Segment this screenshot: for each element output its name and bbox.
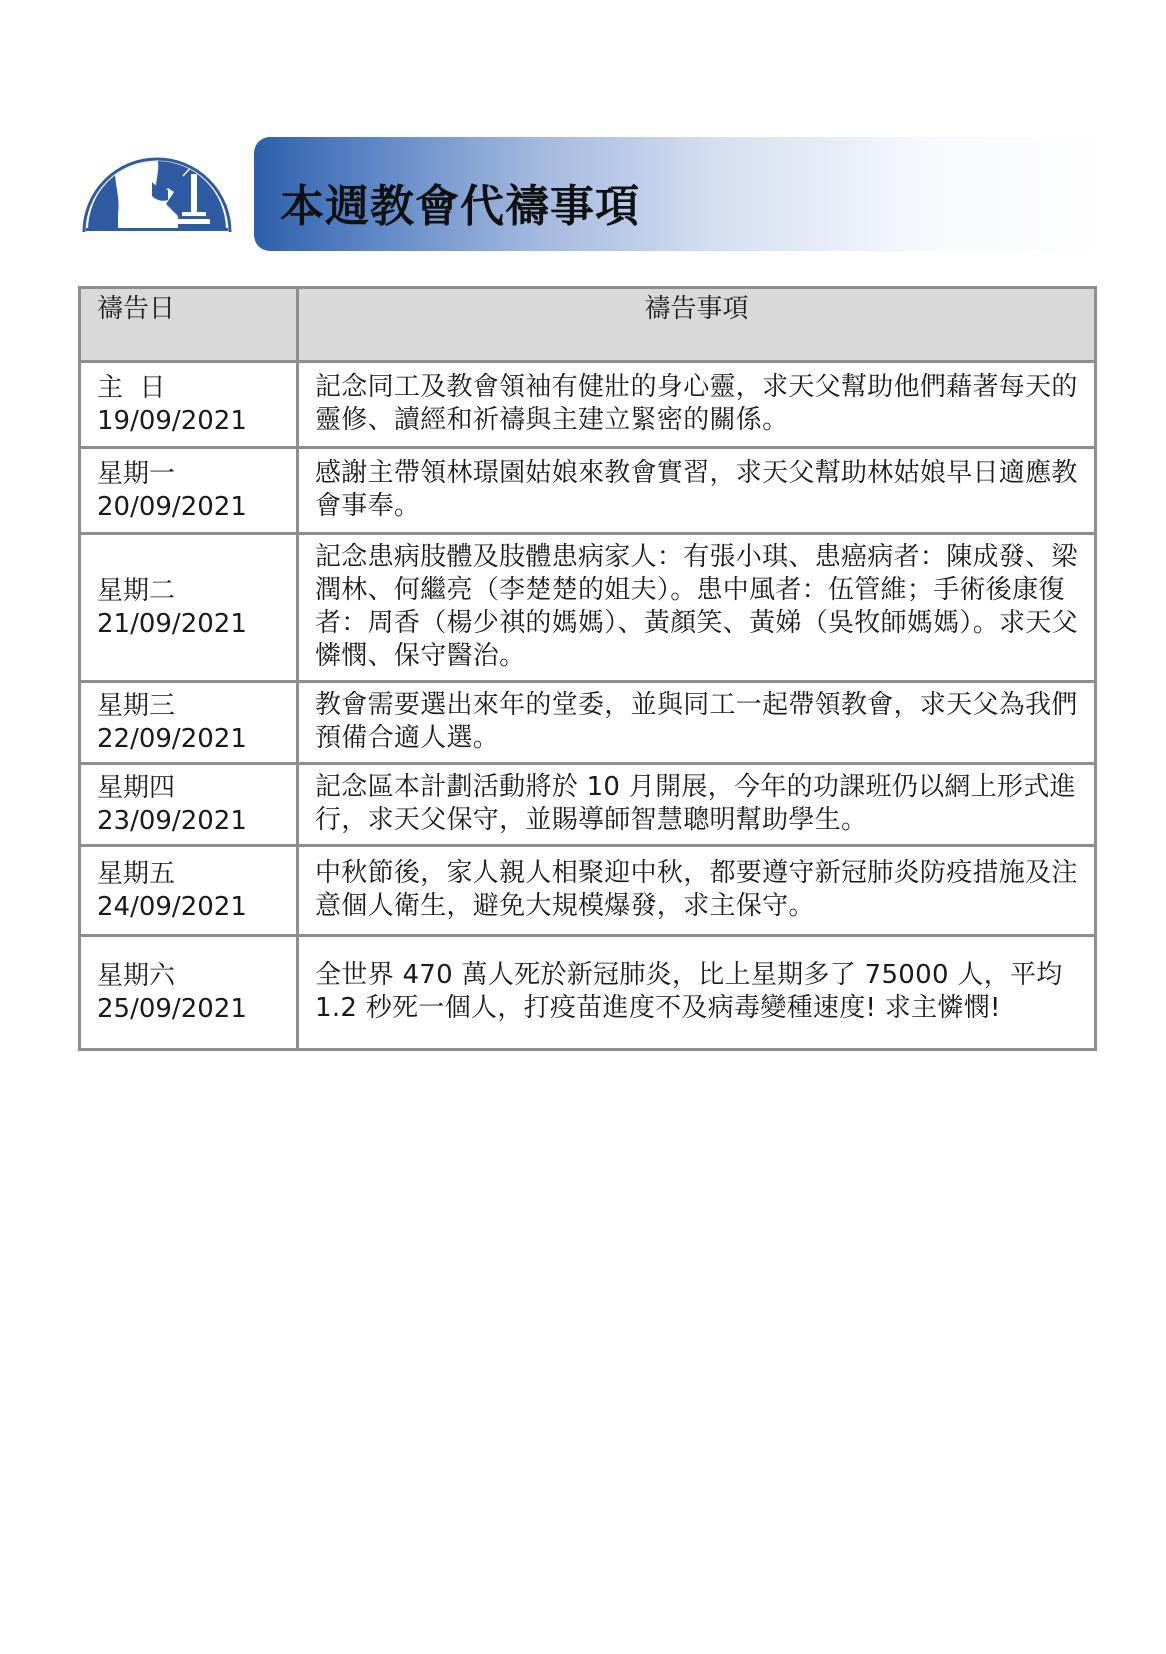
date-label: 24/09/2021 <box>97 891 247 922</box>
date-label: 22/09/2021 <box>97 723 247 754</box>
prayer-item-text: 記念區本計劃活動將於 10 月開展，今年的功課班仍以網上形式進行，求天父保守，並賜導師智慧聰明幫助學生。 <box>298 764 1096 846</box>
date-label: 21/09/2021 <box>97 608 247 639</box>
weekday-label: 星期五 <box>97 858 176 889</box>
weekday-label: 星期二 <box>97 575 176 606</box>
table-row <box>80 534 1096 682</box>
table-row <box>80 448 1096 534</box>
prayer-item-text: 教會需要選出來年的堂委，並與同工一起帶領教會，求天父為我們預備合適人選。 <box>298 682 1096 764</box>
date-label: 25/09/2021 <box>97 993 247 1024</box>
day-cell <box>80 936 298 1050</box>
date-label: 20/09/2021 <box>97 491 247 522</box>
weekday-label: 星期四 <box>97 772 176 803</box>
table-row <box>80 764 1096 846</box>
weekday-label: 主 日 <box>97 372 166 403</box>
day-cell <box>80 764 298 846</box>
column-header-prayer-items: 禱告事項 <box>298 288 1096 362</box>
church-logo-icon <box>82 124 232 240</box>
prayer-item-text: 中秋節後，家人親人相聚迎中秋，都要遵守新冠肺炎防疫措施及注意個人衛生，避免大規模爆發，求主保守。 <box>298 846 1096 936</box>
table-row <box>80 936 1096 1050</box>
date-label: 23/09/2021 <box>97 805 247 836</box>
column-header-prayer-day: 禱告日 <box>80 288 298 362</box>
table-header-row <box>80 288 1096 362</box>
day-cell <box>80 448 298 534</box>
table-row <box>80 682 1096 764</box>
weekday-label: 星期三 <box>97 690 176 721</box>
prayer-item-text: 記念患病肢體及肢體患病家人：有張小琪、患癌病者：陳成發、梁潤林、何繼亮（李楚楚的姐夫）。患中風者：伍管維；手術後康復者：周香（楊少祺的媽媽）、黃顏笑、黃娣（吳牧師媽媽）。求天父憐憫、保守醫治。 <box>298 534 1096 682</box>
prayer-table <box>78 286 1097 1051</box>
weekday-label: 星期六 <box>97 960 176 991</box>
page-title: 本週教會代禱事項 <box>280 181 640 232</box>
day-cell <box>80 682 298 764</box>
day-cell <box>80 846 298 936</box>
table-row <box>80 362 1096 448</box>
weekday-label: 星期一 <box>97 458 176 489</box>
day-cell <box>80 362 298 448</box>
prayer-item-text: 全世界 470 萬人死於新冠肺炎，比上星期多了 75000 人，平均 1.2 秒死一個人，打疫苗進度不及病毒變種速度! 求主憐憫! <box>298 936 1096 1050</box>
day-cell <box>80 534 298 682</box>
prayer-item-text: 感謝主帶領林璟園姑娘來教會實習，求天父幫助林姑娘早日適應教會事奉。 <box>298 448 1096 534</box>
prayer-item-text: 記念同工及教會領袖有健壯的身心靈，求天父幫助他們藉著每天的靈修、讀經和祈禱與主建立緊密的關係。 <box>298 362 1096 448</box>
table-row <box>80 846 1096 936</box>
date-label: 19/09/2021 <box>97 405 247 436</box>
